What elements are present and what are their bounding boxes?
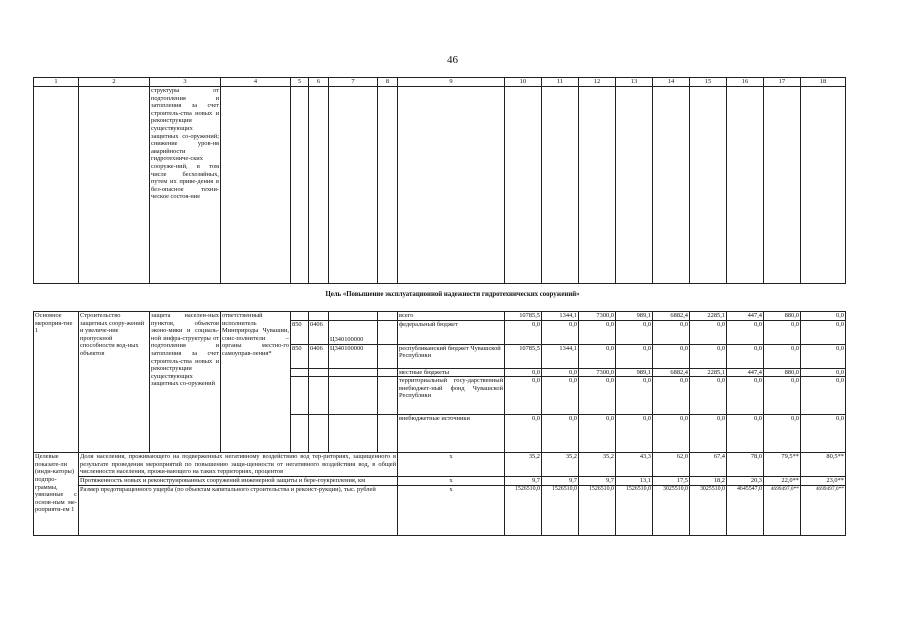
funding-source: федеральный бюджет — [398, 320, 505, 344]
grbs-code — [291, 312, 309, 321]
value-cell: 35,2 — [542, 453, 579, 477]
table-row — [34, 312, 846, 321]
indicator-x: х — [398, 476, 505, 485]
section-code — [309, 312, 329, 321]
value-cell: 0,0 — [653, 344, 690, 368]
target-article: Ц340100000 — [329, 320, 378, 344]
value-cell: 4699497,0** — [764, 485, 801, 535]
section-code — [309, 368, 329, 377]
value-cell: 7300,0 — [579, 312, 616, 321]
col-num: 6 — [309, 78, 329, 87]
value-cell: 67,4 — [690, 453, 727, 477]
value-cell: 7300,0 — [579, 368, 616, 377]
value-cell: 0,0 — [505, 415, 542, 453]
grbs-code: 850 — [291, 344, 309, 368]
col-num: 1 — [34, 78, 79, 87]
value-cell: 0,0 — [653, 415, 690, 453]
col-num: 15 — [690, 78, 727, 87]
targets-label: Целевые показате-ли (инди-каторы) подпро-граммы, увязанные с основ-ным ме-роприяти-ем 1 — [34, 453, 79, 535]
value-cell: 0,0 — [690, 320, 727, 344]
funding-source: всего — [398, 312, 505, 321]
funding-source: местные бюджеты — [398, 368, 505, 377]
target-article — [329, 377, 378, 415]
col-num: 17 — [764, 78, 801, 87]
value-cell: 4699497,0** — [801, 485, 846, 535]
value-cell: 0,0 — [616, 377, 653, 415]
value-cell: 0,0 — [690, 344, 727, 368]
value-cell: 0,0 — [764, 320, 801, 344]
expense-group — [378, 344, 398, 368]
column-number-row — [34, 78, 846, 87]
value-cell: 22,0** — [764, 476, 801, 485]
measure-name: Строительство защитных соору-жений и увеличе-ние пропускной способности вод-ных объектов — [79, 312, 150, 453]
value-cell: 0,0 — [579, 377, 616, 415]
value-cell: 0,0 — [616, 415, 653, 453]
indicator-row — [34, 485, 846, 535]
col-num: 12 — [579, 78, 616, 87]
page-number: 46 — [447, 54, 458, 66]
value-cell: 0,0 — [764, 344, 801, 368]
value-cell: 0,0 — [727, 344, 764, 368]
value-cell: 0,0 — [801, 312, 846, 321]
value-cell: 0,0 — [801, 320, 846, 344]
value-cell: 0,0 — [801, 377, 846, 415]
col-num: 13 — [616, 78, 653, 87]
section-code — [309, 415, 329, 453]
value-cell: 0,0 — [505, 368, 542, 377]
funding-source: территориальный госу-дарственный внебюджет-ный фонд Чувашской Республики — [398, 377, 505, 415]
section-code — [309, 377, 329, 415]
value-cell: 1526510,0 — [579, 485, 616, 535]
value-cell: 4645547,0 — [727, 485, 764, 535]
value-cell: 13,1 — [616, 476, 653, 485]
measure-objective: защита населен-ных пунктов, объектов эконо-мики и социаль-ной инфра-структуры от подтопления и затопления за счет строитель-ства новых и реконструкции существующих защитных со-оружений — [150, 312, 221, 453]
value-cell: 18,2 — [690, 476, 727, 485]
value-cell: 43,3 — [616, 453, 653, 477]
expense-group — [378, 368, 398, 377]
funding-source: внебюджетные источники — [398, 415, 505, 453]
grbs-code — [291, 377, 309, 415]
value-cell: 0,0 — [579, 320, 616, 344]
value-cell: 1526510,0 — [505, 485, 542, 535]
value-cell: 6882,4 — [653, 368, 690, 377]
value-cell: 9,7 — [505, 476, 542, 485]
col-num: 14 — [653, 78, 690, 87]
value-cell: 23,0** — [801, 476, 846, 485]
value-cell: 1526510,0 — [542, 485, 579, 535]
value-cell: 3025510,0 — [653, 485, 690, 535]
value-cell: 79,5** — [764, 453, 801, 477]
value-cell: 78,0 — [727, 453, 764, 477]
target-article — [329, 415, 378, 453]
expense-group — [378, 415, 398, 453]
grbs-code — [291, 415, 309, 453]
funding-source: республиканский бюджет Чувашской Республики — [398, 344, 505, 368]
value-cell: 10785,5 — [505, 344, 542, 368]
value-cell: 2285,1 — [690, 312, 727, 321]
value-cell: 0,0 — [505, 377, 542, 415]
indicator-text: Доля населения, проживающего на подверженных негативному воздействию вод тер-риториях, защищенного в результате проведения мероприятий по повышению защи-щенности от негативного воздействия вод, в общей численности населения, прожи-вающего на таких территориях, процентов — [80, 453, 396, 476]
value-cell: 447,4 — [727, 368, 764, 377]
grbs-code: 850 — [291, 320, 309, 344]
value-cell: 0,0 — [764, 415, 801, 453]
col-num: 8 — [378, 78, 398, 87]
value-cell: 0,0 — [542, 377, 579, 415]
value-cell: 0,0 — [801, 344, 846, 368]
value-cell: 1344,1 — [542, 344, 579, 368]
continuation-row — [34, 87, 846, 284]
col-num: 5 — [291, 78, 309, 87]
value-cell: 880,0 — [764, 368, 801, 377]
expense-group — [378, 320, 398, 344]
cont-objective-text: структуры от подтопления и затопления за счет строитель-ства новых и реконструкции существующих защитных со-оружений; снижение уров-ня аварийности гидротехниче-ских сооруже-ний, в том числе бесхозяйных, путем их приве-дения в без-опасное техни-ческое состоя-ние — [150, 87, 221, 284]
target-article — [329, 368, 378, 377]
section-code: 0406 — [309, 344, 329, 368]
value-cell: 1526510,0 — [616, 485, 653, 535]
value-cell: 1344,1 — [542, 312, 579, 321]
indicator-text: Размер предотвращенного ущерба (по объектам капитального строительства и реконст-рукции), тыс. рублей — [79, 485, 398, 535]
value-cell: 0,0 — [801, 368, 846, 377]
value-cell: 10785,5 — [505, 312, 542, 321]
value-cell: 0,0 — [542, 368, 579, 377]
value-cell: 9,7 — [579, 476, 616, 485]
value-cell: 9,7 — [542, 476, 579, 485]
value-cell: 80,5** — [801, 453, 846, 477]
value-cell: 0,0 — [505, 320, 542, 344]
col-num: 7 — [329, 78, 378, 87]
indicator-text: Протяженность новых и реконструированных сооружений инженерной защиты и бере-гоукрепления, км — [79, 476, 398, 485]
value-cell: 0,0 — [690, 377, 727, 415]
indicator-x: х — [398, 453, 505, 477]
main-table — [33, 311, 846, 536]
value-cell: 0,0 — [801, 415, 846, 453]
value-cell: 0,0 — [727, 377, 764, 415]
col-num: 16 — [727, 78, 764, 87]
value-cell: 989,1 — [616, 312, 653, 321]
col-num: 18 — [801, 78, 846, 87]
value-cell: 0,0 — [690, 415, 727, 453]
value-cell: 35,2 — [579, 453, 616, 477]
col-num: 11 — [542, 78, 579, 87]
measure-executor: ответственный исполнитель Минприроды Чувашии, соис-полнители – органы местно-го самоуправ-ления* — [221, 312, 291, 453]
col-num: 4 — [221, 78, 291, 87]
goal-title: Цель «Повышение эксплуатационной надежности гидротехнических сооружений» — [325, 291, 580, 298]
value-cell: 447,4 — [727, 312, 764, 321]
value-cell: 0,0 — [727, 320, 764, 344]
value-cell: 62,0 — [653, 453, 690, 477]
target-article — [329, 312, 378, 321]
col-num: 10 — [505, 78, 542, 87]
value-cell: 0,0 — [579, 415, 616, 453]
section-code: 0406 — [309, 320, 329, 344]
expense-group — [378, 312, 398, 321]
value-cell: 0,0 — [727, 415, 764, 453]
value-cell: 0,0 — [542, 320, 579, 344]
value-cell: 3025510,0 — [690, 485, 727, 535]
measure-number: Основное мероприя-тие 1 — [34, 312, 79, 453]
value-cell: 6882,4 — [653, 312, 690, 321]
continuation-table — [33, 77, 846, 284]
value-cell: 0,0 — [542, 415, 579, 453]
value-cell: 0,0 — [764, 377, 801, 415]
grbs-code — [291, 368, 309, 377]
col-num: 2 — [79, 78, 150, 87]
value-cell: 20,3 — [727, 476, 764, 485]
value-cell: 35,2 — [505, 453, 542, 477]
col-num: 9 — [398, 78, 505, 87]
target-article: Ц340100000 — [329, 344, 378, 368]
value-cell: 0,0 — [653, 320, 690, 344]
value-cell: 2285,1 — [690, 368, 727, 377]
value-cell: 0,0 — [653, 377, 690, 415]
value-cell: 17,5 — [653, 476, 690, 485]
indicator-row — [34, 453, 846, 477]
value-cell: 880,0 — [764, 312, 801, 321]
value-cell: 0,0 — [579, 344, 616, 368]
col-num: 3 — [150, 78, 221, 87]
indicator-x: х — [398, 485, 505, 535]
value-cell: 989,1 — [616, 368, 653, 377]
value-cell: 0,0 — [616, 344, 653, 368]
indicator-row — [34, 476, 846, 485]
expense-group — [378, 377, 398, 415]
value-cell: 0,0 — [616, 320, 653, 344]
